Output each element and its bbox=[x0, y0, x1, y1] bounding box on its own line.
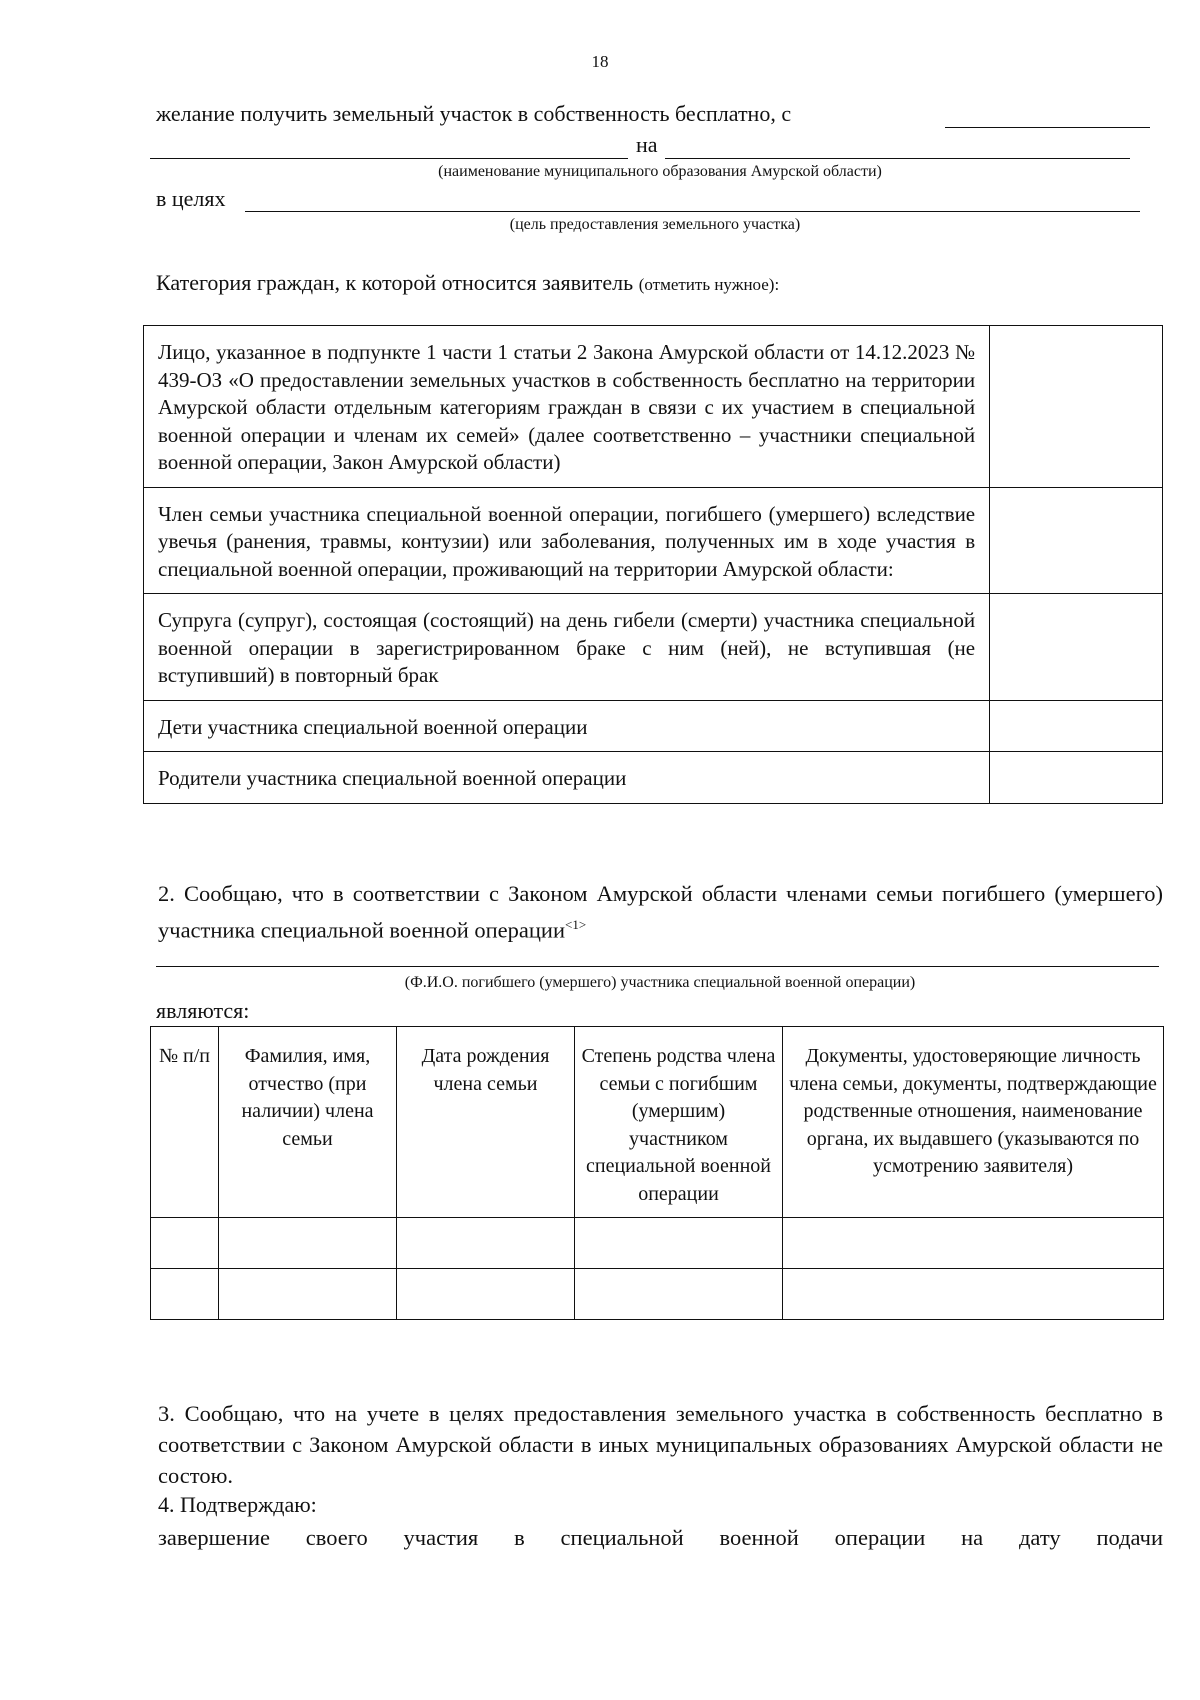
category-row bbox=[144, 700, 1163, 752]
table-cell[interactable] bbox=[783, 1268, 1164, 1319]
category-text: Дети участника специальной военной операции bbox=[144, 700, 990, 752]
page-number: 18 bbox=[591, 52, 609, 71]
purpose-caption: (цель предоставления земельного участка) bbox=[509, 216, 801, 233]
category-row bbox=[144, 487, 1163, 594]
category-checkbox-cell[interactable] bbox=[990, 752, 1163, 804]
table-row bbox=[151, 1217, 1164, 1268]
category-text: Член семьи участника специальной военной операции, погибшего (умершего) вследствие увечья (ранения, травмы, контузии) или заболевания, полученных им в ходе участия в специальной военной операции, проживающий на территории Амурской области: bbox=[144, 487, 990, 594]
are-label: являются: bbox=[156, 998, 250, 1023]
category-checkbox-cell[interactable] bbox=[990, 594, 1163, 701]
category-checkbox-cell[interactable] bbox=[990, 326, 1163, 488]
table-cell[interactable] bbox=[783, 1217, 1164, 1268]
land-request-text: желание получить земельный участок в собственность бесплатно, с bbox=[156, 101, 792, 126]
table-cell[interactable] bbox=[575, 1268, 783, 1319]
table-header-row bbox=[151, 1027, 1164, 1218]
blank-line-left[interactable] bbox=[150, 158, 628, 159]
table-cell[interactable] bbox=[219, 1217, 397, 1268]
purpose-blank-line[interactable] bbox=[245, 211, 1140, 212]
table-cell[interactable] bbox=[151, 1268, 219, 1319]
date-blank-line[interactable] bbox=[945, 127, 1150, 128]
table-cell[interactable] bbox=[397, 1268, 575, 1319]
category-text: Супруга (супруг), состоящая (состоящий) на день гибели (смерти) участника специальной военной операции в зарегистрированном браке с ним (ней), не вступившая (не вступивший) в повторный брак bbox=[144, 594, 990, 701]
category-heading bbox=[156, 270, 779, 296]
table-row bbox=[151, 1268, 1164, 1319]
category-row bbox=[144, 752, 1163, 804]
category-text: Родители участника специальной военной операции bbox=[144, 752, 990, 804]
table-cell[interactable] bbox=[151, 1217, 219, 1268]
section-2-paragraph bbox=[158, 878, 1163, 946]
section-3-paragraph: 3. Сообщаю, что на учете в целях предоставления земельного участка в собственность бесплатно в соответствии с Законом Амурской области в иных муниципальных образованиях Амурской области не состою. bbox=[158, 1401, 1163, 1488]
category-text: Лицо, указанное в подпункте 1 части 1 статьи 2 Закона Амурской области от 14.12.2023 № 439-ОЗ «О предоставлении земельных участков в собственность бесплатно на территории Амурской области отдельным категориям граждан в связи с их участием в специальной военной операции и членам их семей» (далее соответственно – участники специальной военной операции, Закон Амурской области) bbox=[144, 326, 990, 488]
municipality-blank-line[interactable] bbox=[665, 158, 1130, 159]
header-number: № п/п bbox=[151, 1027, 219, 1218]
section-2-text: 2. Сообщаю, что в соответствии с Законом Амурской области членами семьи погибшего (умершего) участника специальной военной операции bbox=[158, 881, 1163, 943]
section-4-heading: 4. Подтверждаю: bbox=[158, 1492, 317, 1517]
na-label: на bbox=[636, 132, 658, 157]
purpose-label: в целях bbox=[156, 186, 226, 211]
category-row bbox=[144, 326, 1163, 488]
fio-caption: (Ф.И.О. погибшего (умершего) участника специальной военной операции) bbox=[404, 974, 916, 991]
header-documents: Документы, удостоверяющие личность члена семьи, документы, подтверждающие родственные отношения, наименование органа, их выдавшего (указываются по усмотрению заявителя) bbox=[783, 1027, 1164, 1218]
category-table bbox=[143, 325, 1163, 804]
family-members-table bbox=[150, 1026, 1164, 1320]
fio-blank-line[interactable] bbox=[156, 966, 1159, 967]
category-heading-main: Категория граждан, к которой относится заявитель bbox=[156, 270, 634, 295]
table-cell[interactable] bbox=[575, 1217, 783, 1268]
header-relationship: Степень родства члена семьи с погибшим (умершим) участником специальной военной операции bbox=[575, 1027, 783, 1218]
category-heading-note: (отметить нужное): bbox=[638, 275, 780, 294]
header-birth-date: Дата рождения члена семьи bbox=[397, 1027, 575, 1218]
table-cell[interactable] bbox=[219, 1268, 397, 1319]
category-checkbox-cell[interactable] bbox=[990, 700, 1163, 752]
section-4-text: завершение своего участия в специальной военной операции на дату подачи bbox=[158, 1525, 1163, 1550]
table-cell[interactable] bbox=[397, 1217, 575, 1268]
footnote-ref: <1> bbox=[565, 917, 587, 932]
category-row bbox=[144, 594, 1163, 701]
header-full-name: Фамилия, имя, отчество (при наличии) члена семьи bbox=[219, 1027, 397, 1218]
municipality-caption: (наименование муниципального образования Амурской области) bbox=[438, 163, 882, 180]
category-checkbox-cell[interactable] bbox=[990, 487, 1163, 594]
